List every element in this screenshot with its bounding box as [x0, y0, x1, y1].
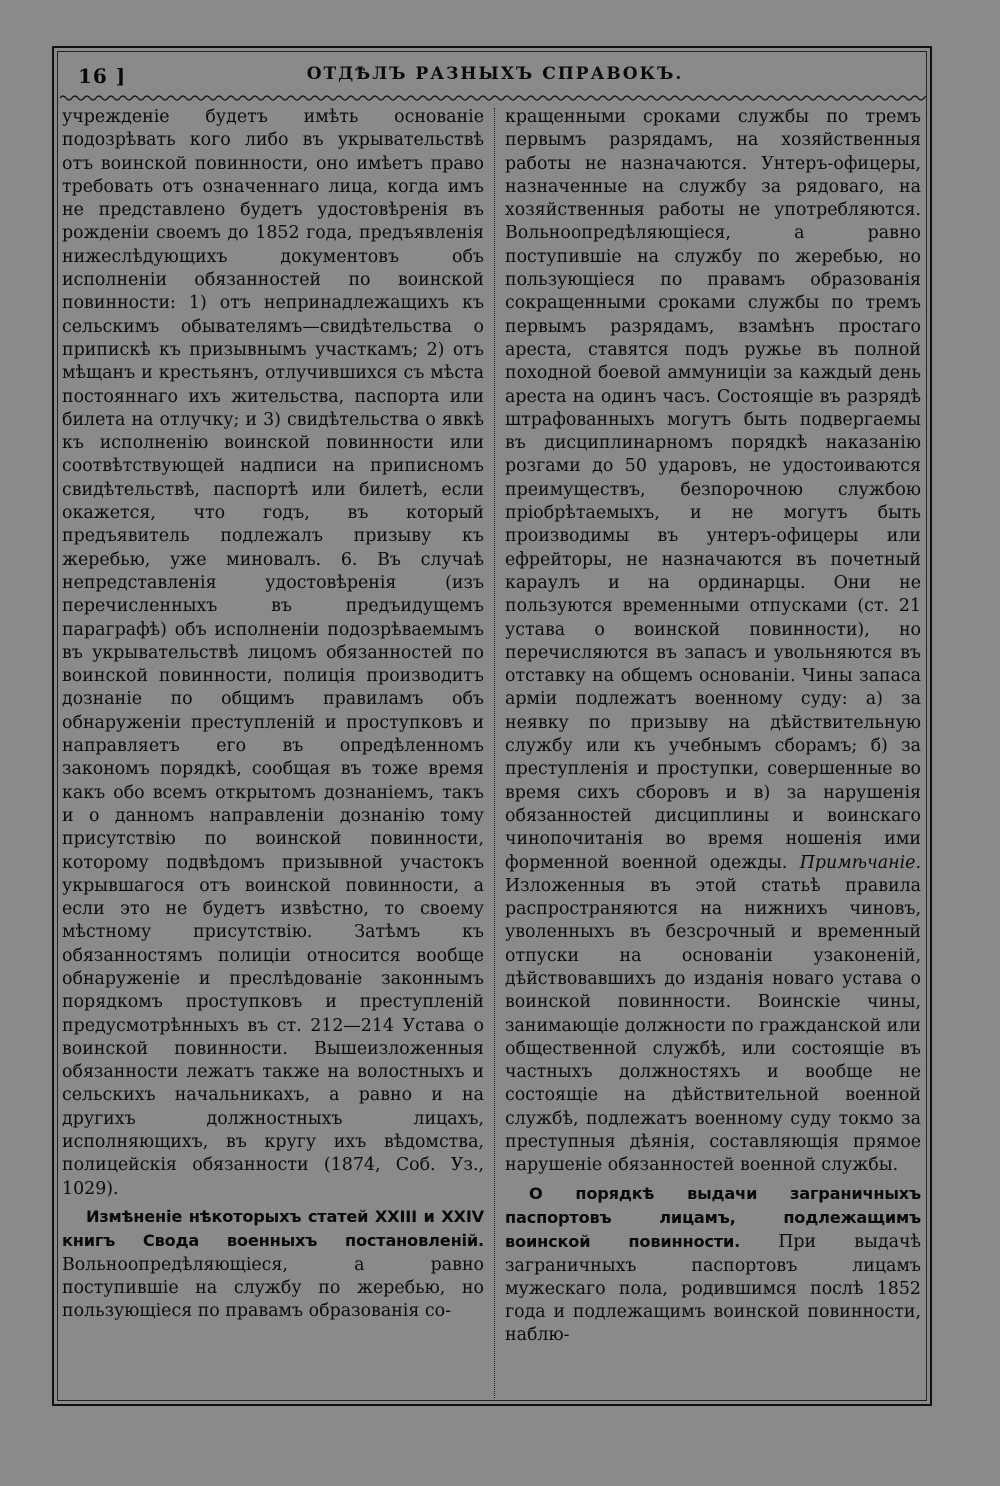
page-number: 16 ] — [78, 64, 127, 88]
paragraph-right-1b: Изложенныя въ этой статьѣ правила распространяются на нижнихъ чиновъ, уволенныхъ въ безсрочный и временный отпуски на основаніи узаконеній, дѣйствовавшихъ до изданія новаго устава о воинской повинности. Воинскіе чины, занимающіе должности по гражданской или общественной службѣ, или состоящіе въ частныхъ должностяхъ и вообще не состоящіе на дѣйствительной военной службѣ, подлежатъ военному суду токмо за преступныя дѣянія, составляющія прямое нарушеніе обязанностей военной службы. — [505, 875, 921, 1176]
page-header — [70, 62, 920, 92]
paragraph-right-2-text: При выдачѣ заграничныхъ паспортовъ лицамъ мужескаго пола, родившимся послѣ 1852 года и подлежащимъ воинской повинности, наблю- — [505, 1232, 921, 1346]
section-heading-right: О порядкѣ выдачи заграничныхъ паспортовъ лицамъ, подлежащимъ воинской повинности. — [505, 1183, 921, 1252]
paragraph-left-2-text: Вольноопредѣляющіеся, а равно поступившіе на службу по жеребью, но пользующіеся по правамъ образованія со- — [62, 1254, 484, 1322]
header-wavy-rule — [60, 94, 926, 102]
column-divider — [494, 108, 496, 1398]
left-column — [62, 106, 484, 1396]
right-column — [505, 106, 921, 1396]
note-label: Примѣчаніе. — [799, 852, 921, 873]
paragraph-left-1: учрежденіе будетъ имѣть основаніе подозрѣвать кого либо въ укрывательствѣ отъ воинской повинности, оно имѣетъ право требовать отъ означеннаго лица, когда имъ не представлено будетъ удостовѣренія въ рожденіи своемъ до 1852 года, предъявленія нижеслѣдующихъ документовъ объ исполненіи обязанностей по воинской повинности: 1) отъ непринадлежащихъ къ сельскимъ обывателямъ—свидѣтельства о припискѣ къ призывнымъ участкамъ; 2) отъ мѣщанъ и крестьянъ, отлучившихся съ мѣста постояннаго ихъ жительства, паспорта или билета на отлучку; и 3) свидѣтельства о явкѣ къ исполненію воинской повинности или соотвѣтствующей надписи на приписномъ свидѣтельствѣ, паспортѣ или билетѣ, если окажется, что годъ, въ который предъявитель подлежалъ призыву къ жеребью, уже миновалъ. 6. Въ случаѣ непредставленія удостовѣренія (изъ перечисленныхъ въ предъидущемъ параграфѣ) объ исполненіи подозрѣваемымъ въ укрывательствѣ лицомъ обязанностей по воинской повинности, полиція производитъ дознаніе по общимъ правиламъ объ обнаруженіи преступленій и проступковъ и направляетъ его въ опредѣленномъ закономъ порядкѣ, сообщая въ тоже время какъ обо всемъ открытомъ дознаніемъ, такъ и о данномъ направленіи дознанію тому присутствію по воинской повинности, которому подвѣдомъ призывной участокъ укрывшагося отъ воинской повинности, а если это не будетъ извѣстно, то своему мѣстному присутствію. Затѣмъ къ обязанностямъ полиціи относится вообще обнаруженіе и преслѣдованіе законнымъ порядкомъ проступковъ и преступленій предусмотрѣнныхъ въ ст. 212—214 Устава о воинской повинности. Вышеизложенныя обязанности лежатъ также на волостныхъ и сельскихъ начальникахъ, а равно и на другихъ должностныхъ лицахъ, исполняющихъ, въ кругу ихъ вѣдомства, полицейскія обязанности (1874, Соб. Уз., 1029). — [62, 107, 484, 1199]
paragraph-right-1 — [505, 106, 921, 1178]
paragraph-right-1a: кращенными сроками службы по тремъ первымъ разрядамъ, на хозяйственныя работы не назначаются. Унтеръ-офицеры, назначенные на службу за рядоваго, на хозяйственныя работы не употребляются. Вольноопредѣляющіеся, а равно поступившіе на службу по жеребью, но пользующіеся по правамъ образованія сокращенными сроками службы по тремъ первымъ разрядамъ, взамѣнъ простаго ареста, ставятся подъ ружье въ полной походной боевой аммуниціи за каждый день ареста на одинъ часъ. Состоящіе въ разрядѣ штрафованныхъ могутъ быть подвергаемы въ дисциплинарномъ порядкѣ наказанію розгами до 50 ударовъ, не удостоиваются преимуществъ, безпорочною службою пріобрѣтаемыхъ, и не могутъ быть производимы въ унтеръ-офицеры или ефрейторы, не назначаются въ почетный караулъ и на ординарцы. Они не пользуются временными отпусками (ст. 21 устава о воинской повинности), но перечисляются въ запасъ и увольняются въ отставку на общемъ основаніи. Чины запаса арміи подлежатъ военному суду: а) за неявку по призыву на дѣйствительную службу или къ учебнымъ сборамъ; б) за преступленія и проступки, совершенные во время сихъ сборовъ и в) за нарушенія обязанностей дисциплины и воинскаго чинопочитанія во время ношенія ими форменной военной одежды. — [505, 107, 921, 873]
paragraph-right-2 — [505, 1182, 921, 1348]
paragraph-left-2 — [62, 1205, 484, 1323]
running-title: ОТДѢЛЪ РАЗНЫХЪ СПРАВОКЪ. — [306, 64, 684, 84]
section-heading-left: Измѣненіе нѣкоторыхъ статей XXIII и XXIV книгъ Свода военныхъ постановленій. — [62, 1206, 484, 1251]
